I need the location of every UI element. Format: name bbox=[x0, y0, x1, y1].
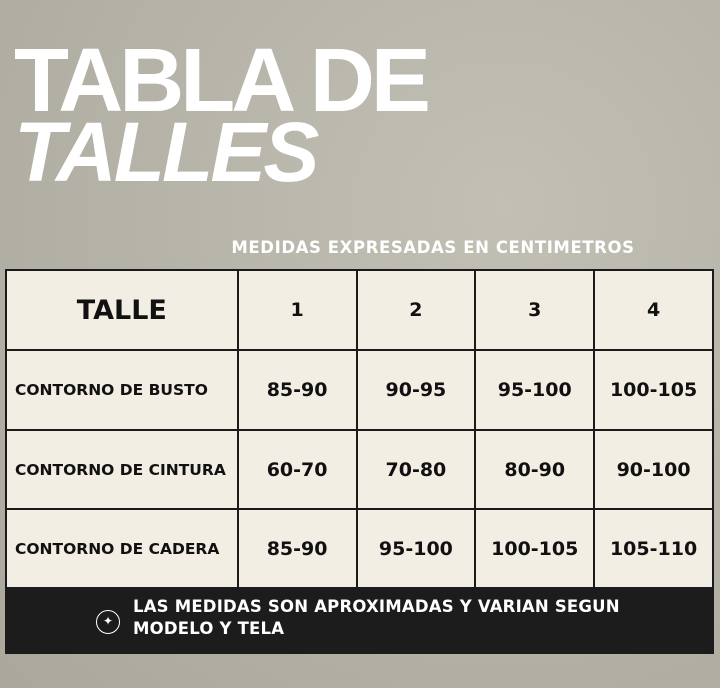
sparkle-icon: ✦ bbox=[96, 610, 120, 634]
page-title-line2: TALLES bbox=[14, 105, 317, 199]
row-label: CONTORNO DE CINTURA bbox=[15, 460, 226, 479]
table-cell: 80-90 bbox=[474, 431, 593, 508]
header-cell-size-4: 4 bbox=[593, 271, 712, 349]
table-cell: 95-100 bbox=[474, 351, 593, 429]
table-cell: 90-95 bbox=[356, 351, 475, 429]
table-cell: 85-90 bbox=[237, 510, 356, 587]
table-cell: 95-100 bbox=[356, 510, 475, 587]
row-label: CONTORNO DE CADERA bbox=[15, 539, 220, 558]
size-table bbox=[5, 269, 714, 589]
row-label: CONTORNO DE BUSTO bbox=[15, 381, 208, 399]
table-row-busto bbox=[7, 349, 712, 429]
header-cell-size-2: 2 bbox=[356, 271, 475, 349]
table-cell: 105-110 bbox=[593, 510, 712, 587]
page-title-line1: TABLA DE bbox=[14, 31, 427, 131]
table-row-cadera bbox=[7, 508, 712, 587]
disclaimer-text: LAS MEDIDAS SON APROXIMADAS Y VARIAN SEGUN MODELO Y TELA bbox=[133, 597, 620, 638]
header-cell-talle: TALLE bbox=[76, 294, 167, 326]
table-cell: 100-105 bbox=[474, 510, 593, 587]
table-row-cintura bbox=[7, 429, 712, 508]
table-cell: 60-70 bbox=[237, 431, 356, 508]
header-cell-size-1: 1 bbox=[237, 271, 356, 349]
table-cell: 85-90 bbox=[237, 351, 356, 429]
units-subtitle: MEDIDAS EXPRESADAS EN CENTIMETROS bbox=[231, 238, 635, 257]
table-header-row bbox=[7, 271, 712, 349]
header-cell-size-3: 3 bbox=[474, 271, 593, 349]
table-cell: 90-100 bbox=[593, 431, 712, 508]
disclaimer-banner bbox=[5, 587, 714, 654]
table-cell: 100-105 bbox=[593, 351, 712, 429]
table-cell: 70-80 bbox=[356, 431, 475, 508]
